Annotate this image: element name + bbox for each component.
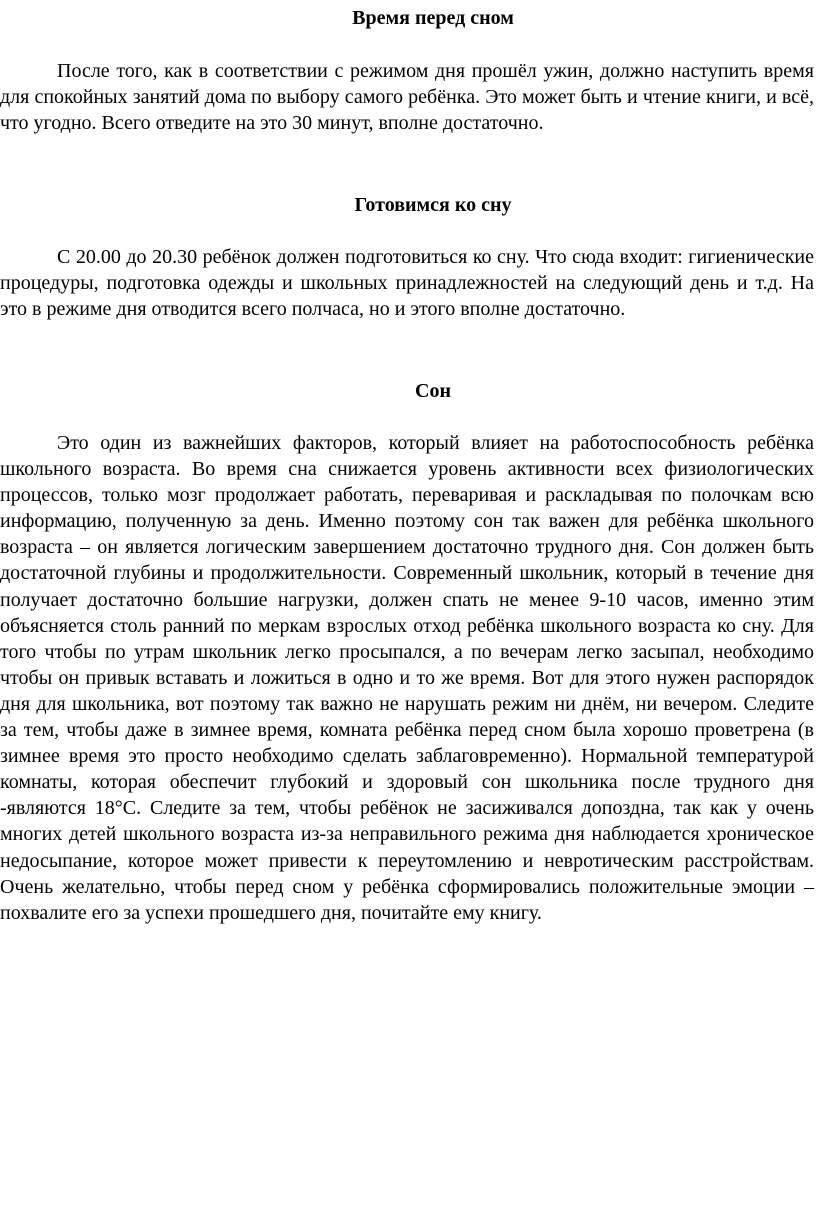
section-heading-before-sleep: Время перед сном [352,7,514,29]
section-paragraph-before-sleep: После того, как в соответствии с режимом дня прошёл ужин, должно наступить время для спокойных занятий дома по выбору самого ребёнка. Это может быть и чтение книги, и всё, что угодно. Всего отведите на это 30 минут, вполне достаточно. [0,60,814,135]
section-heading-preparing-for-sleep: Готовимся ко сну [354,194,512,216]
section-heading-sleep: Сон [415,380,451,402]
section-paragraph-sleep: Это один из важнейших факторов, который влияет на работоспособность ребёнка школьного возраста. Во время сна снижается уровень активности всех физиологических процессов, только мозг продолжает работать, переваривая и раскладывая по полочкам всю информацию, полученную за день. Именно поэтому сон так важен для ребёнка школьного возраста – он является логическим завершением достаточно трудного дня. Сон должен быть достаточной глубины и продолжительности. Современный школьник, который в течение дня получает достаточно большие нагрузки, должен спать не менее 9-10 часов, именно этим объясняется столь ранний по меркам взрослых отход ребёнка школьного возраста ко сну. Для того чтобы по утрам школьник легко просыпался, а по вечерам легко засыпал, необходимо чтобы он привык вставать и ложиться в одно и то же время. Вот для этого нужен распорядок дня для школьника, вот поэтому так важно не нарушать режим ни днём, ни вечером. Следите за тем, чтобы даже в зимнее время, комната ребёнка перед сном была хорошо проветрена (в зимнее время это просто необходимо сделать заблаговременно). Нормальной температурой комнаты, которая обеспечит глубокий и здоровый сон школьника после трудного дня -являются 18°С. Следите за тем, чтобы ребёнок не засиживался допоздна, так как у очень многих детей школьного возраста из-за неправильного режима дня наблюдается хроническое недосыпание, которое может привести к переутомлению и невротическим расстройствам. Очень желательно, чтобы перед сном у ребёнка сформировались положительные эмоции – похвалите его за успехи прошедшего дня, почитайте ему книгу. [0,432,814,924]
section-paragraph-preparing-for-sleep: С 20.00 до 20.30 ребёнок должен подготовиться ко сну. Что сюда входит: гигиенические процедуры, подготовка одежды и школьных принадлежностей на следующий день и т.д. На это в режиме дня отводится всего полчаса, но и этого вполне достаточно. [0,246,814,321]
